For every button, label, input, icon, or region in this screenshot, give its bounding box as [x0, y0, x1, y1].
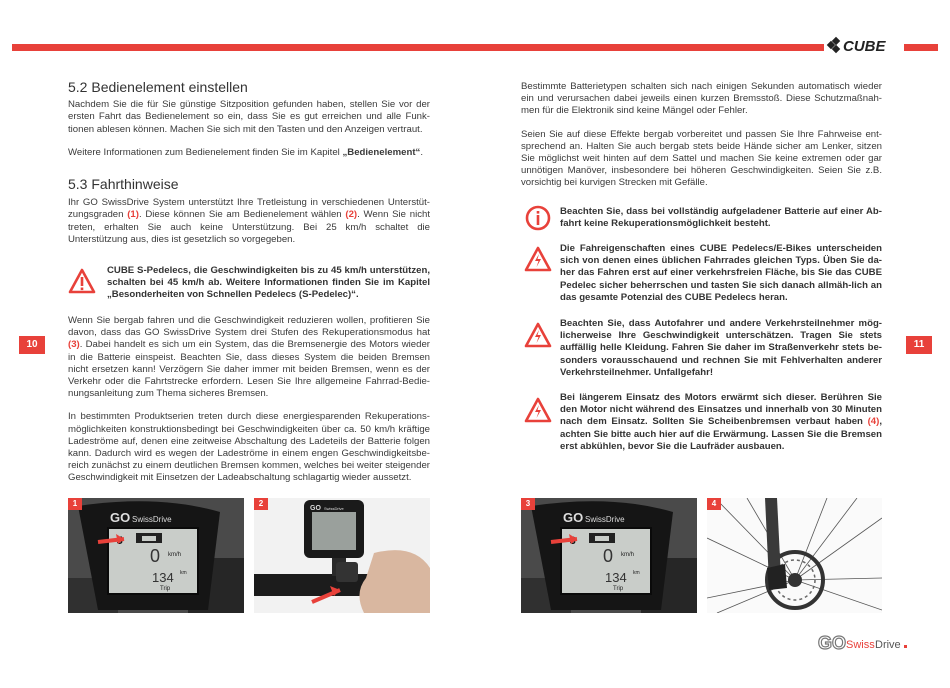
display-illustration	[68, 498, 244, 613]
svg-text:km/h: km/h	[621, 552, 635, 558]
warning-box	[107, 265, 430, 302]
electric-hazard-icon	[524, 322, 552, 348]
page-number-right: 11	[906, 336, 932, 354]
svg-text:SwissDrive: SwissDrive	[132, 515, 172, 524]
page-number-left: 10	[19, 336, 45, 354]
header-red-bar	[12, 44, 824, 51]
section-5-2	[68, 81, 430, 159]
paragraph: In bestimmten Produktserien treten durch diese energiesparenden Rekuperations-möglichkeiten konstruktionsbedingt bei Geschwindigkeiten über ca. 50 km/h kräftige Ladeströme auf, denen eine zeitweise Abschaltung des Ladeteils der Batterie folgen kann. Dadurch wird es wegen der Ladeströme in einem engen Geschwindigkeitsbe-reich zunächst zu einem deutlichen Bremsen kommen, welches bei weiter steigender Geschwindigkeit mit Einsetzen der Ladeabschaltung schlagartig wieder aussetzt.	[68, 411, 430, 484]
info-circle-icon	[525, 205, 551, 231]
svg-text:GO: GO	[310, 505, 321, 512]
svg-text:km: km	[633, 570, 640, 576]
section-title: 5.2 Bedienelement einstellen	[68, 79, 248, 95]
svg-text:GO: GO	[110, 510, 131, 525]
warning-text: Beachten Sie, dass Autofahrer und andere Verkehrsteilnehmer mög-licherweise Ihre Geschwindigkeit unterschätzen. Tragen Sie stets auffällig helle Kleidung. Fahren Sie daher im Straßenverkehr stets be-sonders vorausschauend und rechnen Sie mit Fehlverhalten anderer Verkehrsteilnehmer. Unfallgefahr!	[560, 318, 882, 378]
warning-box	[560, 318, 882, 379]
svg-text:134: 134	[152, 570, 174, 585]
warning-box	[560, 392, 882, 453]
svg-text:Trip: Trip	[613, 586, 624, 592]
svg-text:Trip: Trip	[160, 586, 171, 592]
warning-text: Bei längerem Einsatz des Motors erwärmt sich dieser. Berühren Sie den Motor nicht während des Einsatzes und innerhalb von 30 Minuten nach dem Einsatz. Sollten Sie Scheibenbremsen verbaut haben (4), achten Sie bitte auch hier auf die Erwärmung. Lassen Sie die Bremsen erst abkühlen, bevor Sie die Laufräder ausbauen.	[560, 392, 882, 452]
paragraph: Seien Sie auf diese Effekte bergab vorbereitet und passen Sie Ihre Fahrweise ent-sprechend an. Halten Sie auch bergab stets beide Hände sicher am Lenker, sitzen Sie möglichst weit hinten auf dem Sattel und machen Sie keine extremen oder gar unnötigen Manöver, insbesondere bei höheren Geschwindigkeiten. Seien Sie z.B. vorsichtig bei kurvigen Strecken mit Gefälle.	[521, 128, 882, 189]
display-illustration	[521, 498, 697, 613]
paragraph: Weitere Informationen zum Bedienelement finden Sie im Kapitel „Bedienelement“.	[68, 146, 423, 158]
svg-text:km: km	[180, 570, 187, 576]
section-5-3-cont	[68, 315, 430, 485]
photo-disc-brake-4	[707, 498, 882, 613]
svg-text:km/h: km/h	[168, 552, 182, 558]
section-title: 5.3 Fahrthinweise	[68, 176, 179, 192]
info-text: Beachten Sie, dass bei vollständig aufgeladener Batterie auf einer Ab-fahrt keine Rekuperationsmöglichkeit besteht.	[560, 206, 882, 230]
electric-hazard-icon	[524, 397, 552, 423]
warning-triangle-icon	[68, 268, 96, 294]
svg-text:Swiss: Swiss	[846, 639, 875, 651]
paragraph: Wenn Sie bergab fahren und die Geschwindigkeit reduzieren wollen, profitieren Sie davon, dass das GO SwissDrive System drei Stufen des Rekuperationsmodus hat (3). Dabei handelt es sich um ein System, das die Bremsenergie des Motors wieder in die Batterie einspeist. Beachten Sie, dass dieses System die beiden Bremsen nicht ersetzen kann! Verzögern Sie daher immer mit beiden Bremsen, wenn es der Verkehr oder die Fahrtstrecke erfordern. Lesen Sie Ihre allgemeine Fahrrad-Bedie-nungsanleitung zum Thema sicheres Bremsen.	[68, 315, 430, 400]
cube-logo	[826, 35, 902, 57]
controller-illustration	[254, 498, 430, 613]
paragraph: Bestimmte Batterietypen schalten sich nach einigen Sekunden automatisch wieder ein und verursachen dabei jeweils einen kurzen Bremsstoß. Diese Schutzmaßnah-men für die Elektronik sind keine Mängel oder Fehler.	[521, 81, 882, 117]
photo-display-2	[254, 498, 430, 613]
svg-text:SwissDrive: SwissDrive	[324, 506, 344, 511]
paragraph: Ihr GO SwissDrive System unterstützt Ihre Tretleistung in verschiedenen Unterstüt-zungsgraden (1). Diese können Sie am Bedienelement wählen (2). Wenn Sie nicht treten, erhalten Sie auch keine Unterstützung. Bei 25 km/h schaltet die Unterstützung aus, dies ist gesetzlich so vorgegeben.	[68, 197, 430, 245]
warning-text: CUBE S-Pedelecs, die Geschwindigkeiten bis zu 45 km/h unterstützen, schalten bei 45 km/h ab. Weitere Informationen finden Sie im Kapitel „Besonderheiten von Schnellen Pedelecs (S-Pedelec)“.	[107, 265, 430, 301]
warning-box	[560, 243, 882, 304]
electric-hazard-icon	[524, 246, 552, 272]
photo-display-1	[68, 498, 244, 613]
warning-text: Die Fahreigenschaften eines CUBE Pedelecs/E-Bikes unterscheiden sich von denen eines üblichen Fahrrades gleichen Typs. Üben Sie da-her das Fahren erst auf einer verkehrsfreien Fläche, bis Sie das CUBE Pedelec sicher beherrschen und tasten Sie sich danach allmäh-lich an das gesamte Potenzial des CUBE Pedelecs heran.	[560, 243, 882, 303]
info-box	[560, 206, 882, 230]
svg-text:GO: GO	[818, 633, 847, 653]
disc-brake-illustration	[707, 498, 882, 613]
section-5-3	[68, 178, 430, 246]
svg-text:134: 134	[605, 570, 627, 585]
svg-text:Drive: Drive	[875, 639, 901, 651]
svg-text:CUBE: CUBE	[843, 38, 886, 55]
photo-badge: 2	[254, 498, 268, 510]
svg-text:GO: GO	[563, 510, 584, 525]
svg-text:SwissDrive: SwissDrive	[585, 515, 625, 524]
photo-badge: 3	[521, 498, 535, 510]
photo-display-3	[521, 498, 697, 613]
go-swissdrive-logo	[818, 631, 910, 655]
svg-text:0: 0	[150, 546, 161, 566]
photo-badge: 4	[707, 498, 721, 510]
right-text	[521, 81, 882, 190]
svg-text:0: 0	[603, 546, 614, 566]
header-red-bar-right	[904, 44, 938, 51]
paragraph: Nachdem Sie die für Sie günstige Sitzposition gefunden haben, stellen Sie vor der ersten Fahrt das Bedienelement so ein, dass Sie es gut erreichen und alle Funk-tionen ablesen können. Machen Sie sich mit den Tasten und den Anzeigen vertraut.	[68, 99, 430, 135]
photo-badge: 1	[68, 498, 82, 510]
